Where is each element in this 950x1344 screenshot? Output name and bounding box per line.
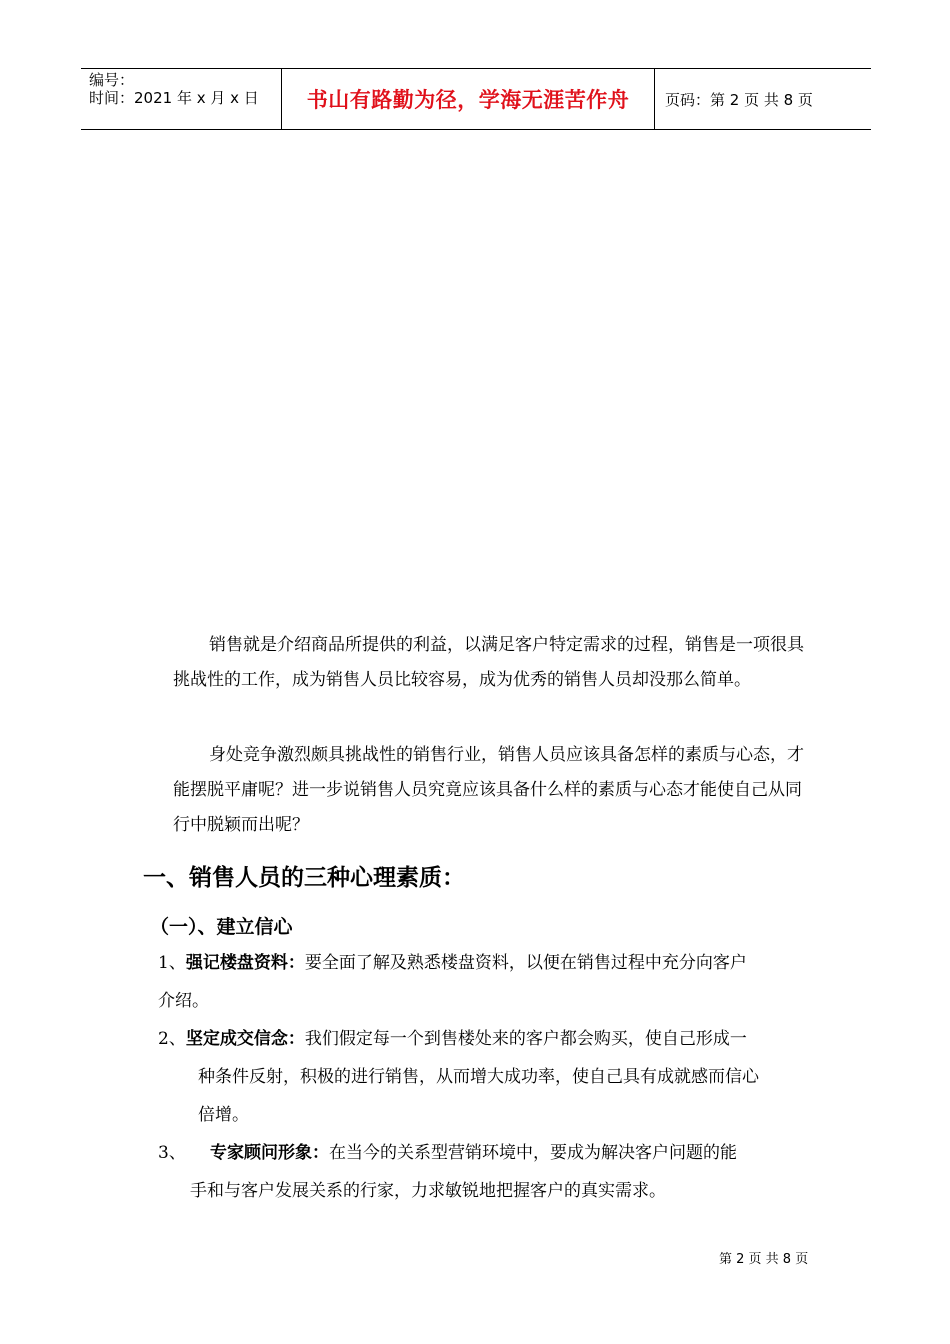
list-item-2-continuation-1: 种条件反射，积极的进行销售，从而增大成功率，使自己具有成就感而信心 [198,1067,759,1087]
subsection-heading: （一）、建立信心 [150,916,293,938]
header-meta [81,69,281,129]
header-motto: 书山有路勤为径，学海无涯苦作舟 [306,88,630,112]
page-header [81,68,871,130]
list-item-label: 坚定成交信念： [185,1029,305,1049]
list-item-1-continuation: 介绍。 [158,991,209,1011]
header-motto-cell [281,69,655,129]
list-item-text: 在当今的关系型营销环境中，要成为解决客户问题的能 [329,1143,737,1163]
list-item-1 [158,944,818,982]
list-item-label: 强记楼盘资料： [185,953,305,973]
list-item-label: 专家顾问形象： [210,1143,329,1163]
list-item-2 [158,1020,818,1058]
list-item-3-continuation: 手和与客户发展关系的行家，力求敏锐地把握客户的真实需求。 [190,1181,666,1201]
list-item-number: 2、 [158,1029,186,1049]
document-time-label: 时间：2021 年 x 月 x 日 [89,89,259,107]
list-item-2-continuation-2: 倍增。 [198,1105,249,1125]
page-footer-number: 第 2 页 共 8 页 [719,1252,809,1267]
list-item-text: 我们假定每一个到售楼处来的客户都会购买，使自己形成一 [304,1029,747,1049]
document-number-label: 编号： [89,71,135,89]
intro-paragraph-2: 身处竞争激烈颇具挑战性的销售行业，销售人员应该具备怎样的素质与心态，才能摆脱平庸呢？进一步说销售人员究竟应该具备什么样的素质与心态才能使自己从同行中脱颖而出呢？ [173,745,804,835]
list-item-3 [158,1134,818,1172]
list-item-number: 1、 [158,953,186,973]
header-page-number: 页码：第 2 页 共 8 页 [665,90,813,109]
section-heading: 一、销售人员的三种心理素质： [143,865,465,891]
intro-paragraph-1: 销售就是介绍商品所提供的利益，以满足客户特定需求的过程，销售是一项很具挑战性的工作，成为销售人员比较容易，成为优秀的销售人员却没那么简单。 [173,635,804,690]
list-item-number: 3、 [158,1143,186,1163]
header-page-cell [655,69,871,129]
list-item-text: 要全面了解及熟悉楼盘资料，以便在销售过程中充分向客户 [304,953,747,973]
